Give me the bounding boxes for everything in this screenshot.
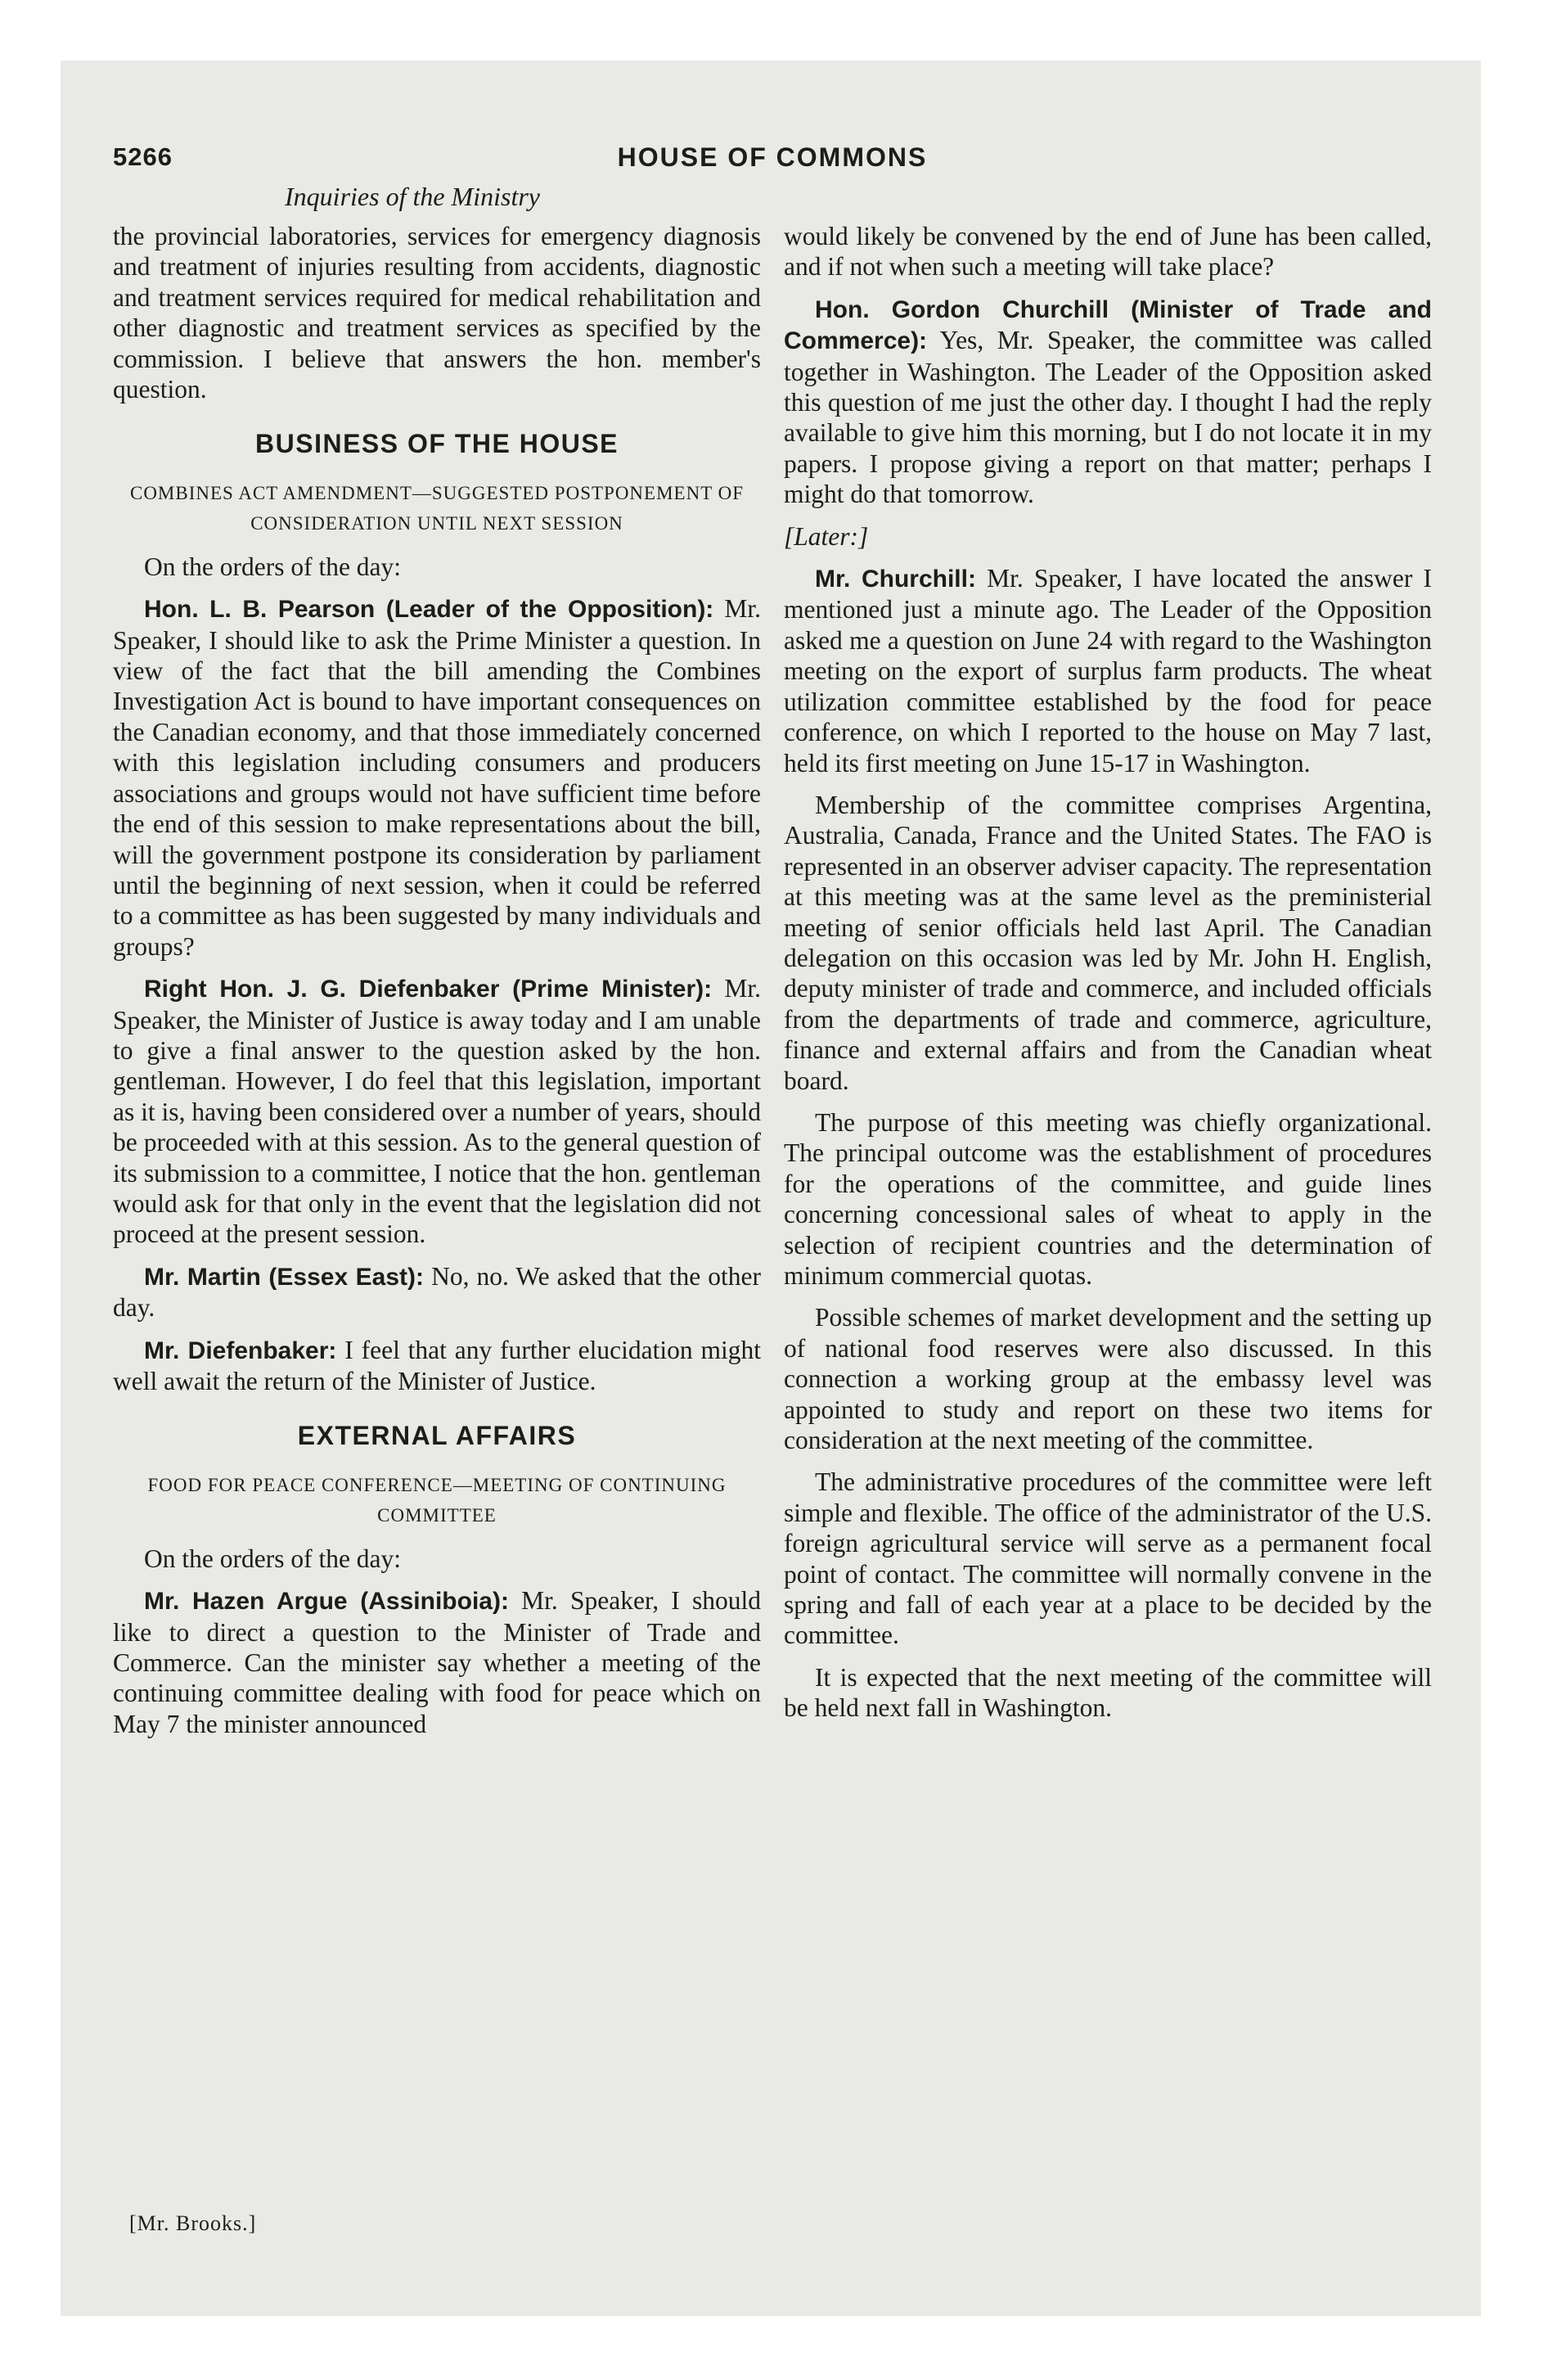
orders-of-day: On the orders of the day: <box>144 552 402 581</box>
paragraph: It is expected that the next meeting of the committee will be held next fall in Washington. <box>784 1662 1432 1723</box>
speech <box>113 1261 761 1323</box>
paragraph: The administrative procedures of the committee were left simple and flexible. The office of the administrator of the U.S. foreign agricultural service will serve as a permanent focal point of contact. The committee will normally convene in the spring and fall of each year at a place to be decided by the committee. <box>784 1467 1432 1650</box>
speaker-attribution: [Mr. Brooks.] <box>129 2211 257 2235</box>
speaker-name: Mr. Hazen Argue (Assiniboia): <box>144 1588 509 1616</box>
page-header <box>113 142 1432 182</box>
speech <box>113 973 761 1250</box>
document-page <box>61 61 1481 2316</box>
left-column <box>113 221 761 1751</box>
paragraph: Membership of the committee comprises Argentina, Australia, Canada, France and the United States. The FAO is represented in an observer adviser capacity. The representation at this meeting was at the same level as the preministerial meeting of senior officials held last April. The Canadian delegation on this occasion was led by Mr. John H. English, deputy minister of trade and commerce, and included officials from the departments of trade and commerce, agriculture, finance and external affairs and from the Canadian wheat board. <box>784 790 1432 1095</box>
speech-text: Mr. Speaker, I should like to direct a question to the Minister of Trade and Commerce. Can the minister say whether a meeting of the continuing committee dealing with food for peace which on May 7 the minister announced <box>113 1586 762 1738</box>
running-head: HOUSE OF COMMONS <box>617 142 928 172</box>
speech-text: Mr. Speaker, I should like to ask the Prime Minister a question. In view of the fact that the bill amending the Combines Investigation Act is bound to have important consequences on the Canadian economy, and that those immediately concerned with this legislation including consumers and producers associations and groups would not have sufficient time before the end of this session to make representations about the bill, will the government postpone its consideration by parliament until the beginning of next session, when it could be referred to a committee as has been suggested by many individuals and groups? <box>113 594 762 961</box>
speaker-name: Hon. L. B. Pearson (Leader of the Opposition): <box>144 596 714 624</box>
paragraph: would likely be convened by the end of June has been called, and if not when such a meeting will take place? <box>784 222 1432 282</box>
speech-text: Mr. Speaker, the Minister of Justice is away today and I am unable to give a final answer to the question asked by the hon. gentleman. However, I do feel that this legislation, important as it is, having been considered over a number of years, should be proceeded with at this session. As to the general question of its submission to a committee, I notice that the hon. gentleman would ask for that only in the event that the legislation did not proceed at the present session. <box>113 974 761 1249</box>
speech <box>113 1335 761 1397</box>
speaker-name: Right Hon. J. G. Diefenbaker (Prime Minister): <box>144 976 713 1003</box>
speaker-name: Mr. Churchill: <box>815 566 976 593</box>
section-heading: BUSINESS OF THE HOUSE <box>255 429 619 459</box>
section-subhead: Inquiries of the Ministry <box>285 182 540 211</box>
paragraph: The purpose of this meeting was chiefly organizational. The principal outcome was the establishment of procedures for the operations of the committee, and guide lines concerning concessional sales of wheat to apply in the selection of recipient countries and the determination of minimum commercial quotas. <box>784 1107 1432 1290</box>
speech-text: Yes, Mr. Speaker, the committee was called together in Washington. The Leader of the Opposition asked this question of me just the other day. I thought I had the reply available to give him this morning, but I do not locate it in my papers. I propose giving a report on that matter; perhaps I might do that tomorrow. <box>784 326 1432 509</box>
speech-text: No, no. We asked that the other day. <box>113 1261 762 1323</box>
page-number: 5266 <box>113 142 173 171</box>
speech-text: Mr. Speaker, I have located the answer I mentioned just a minute ago. The Leader of the Opposition asked me a question on June 24 with regard to the Washington meeting on the export of surplus farm products. The wheat utilization committee established by the food for peace conference, on which I reported to the house on May 7 last, held its first meeting on June 15-17 in Washington. <box>784 564 1432 778</box>
speech-text: I feel that any further elucidation might well await the return of the Minister of Justice. <box>113 1335 761 1395</box>
speech <box>113 1585 761 1739</box>
speaker-name: Mr. Diefenbaker: <box>144 1336 337 1364</box>
speech <box>784 294 1432 510</box>
speech <box>113 593 761 962</box>
speech <box>784 563 1432 778</box>
paragraph: the provincial laboratories, services for emergency diagnosis and treatment of injuries resulting from accidents, diagnostic and treatment services required for medical rehabilitation and other diagnostic and treatment services as specified by the commission. I believe that answers the hon. member's question. <box>113 222 761 404</box>
paragraph: Possible schemes of market development and the setting up of national food reserves were also discussed. In this connection a working group at the embassy level was appointed to study and report on these two items for consideration at the next meeting of the committee. <box>784 1303 1432 1455</box>
later-marker: [Later:] <box>784 521 869 551</box>
topic-heading: COMBINES ACT AMENDMENT—SUGGESTED POSTPONEMENT OF CONSIDERATION UNTIL NEXT SESSION <box>129 482 744 534</box>
speaker-name: Mr. Martin (Essex East): <box>144 1263 425 1291</box>
section-heading: EXTERNAL AFFAIRS <box>297 1421 577 1451</box>
speaker-name: Hon. Gordon Churchill (Minister of Trade and Commerce): <box>784 295 1432 355</box>
topic-heading: FOOD FOR PEACE CONFERENCE—MEETING OF CONTINUING COMMITTEE <box>147 1474 727 1526</box>
orders-of-day: On the orders of the day: <box>144 1544 402 1573</box>
right-column <box>784 221 1432 1735</box>
